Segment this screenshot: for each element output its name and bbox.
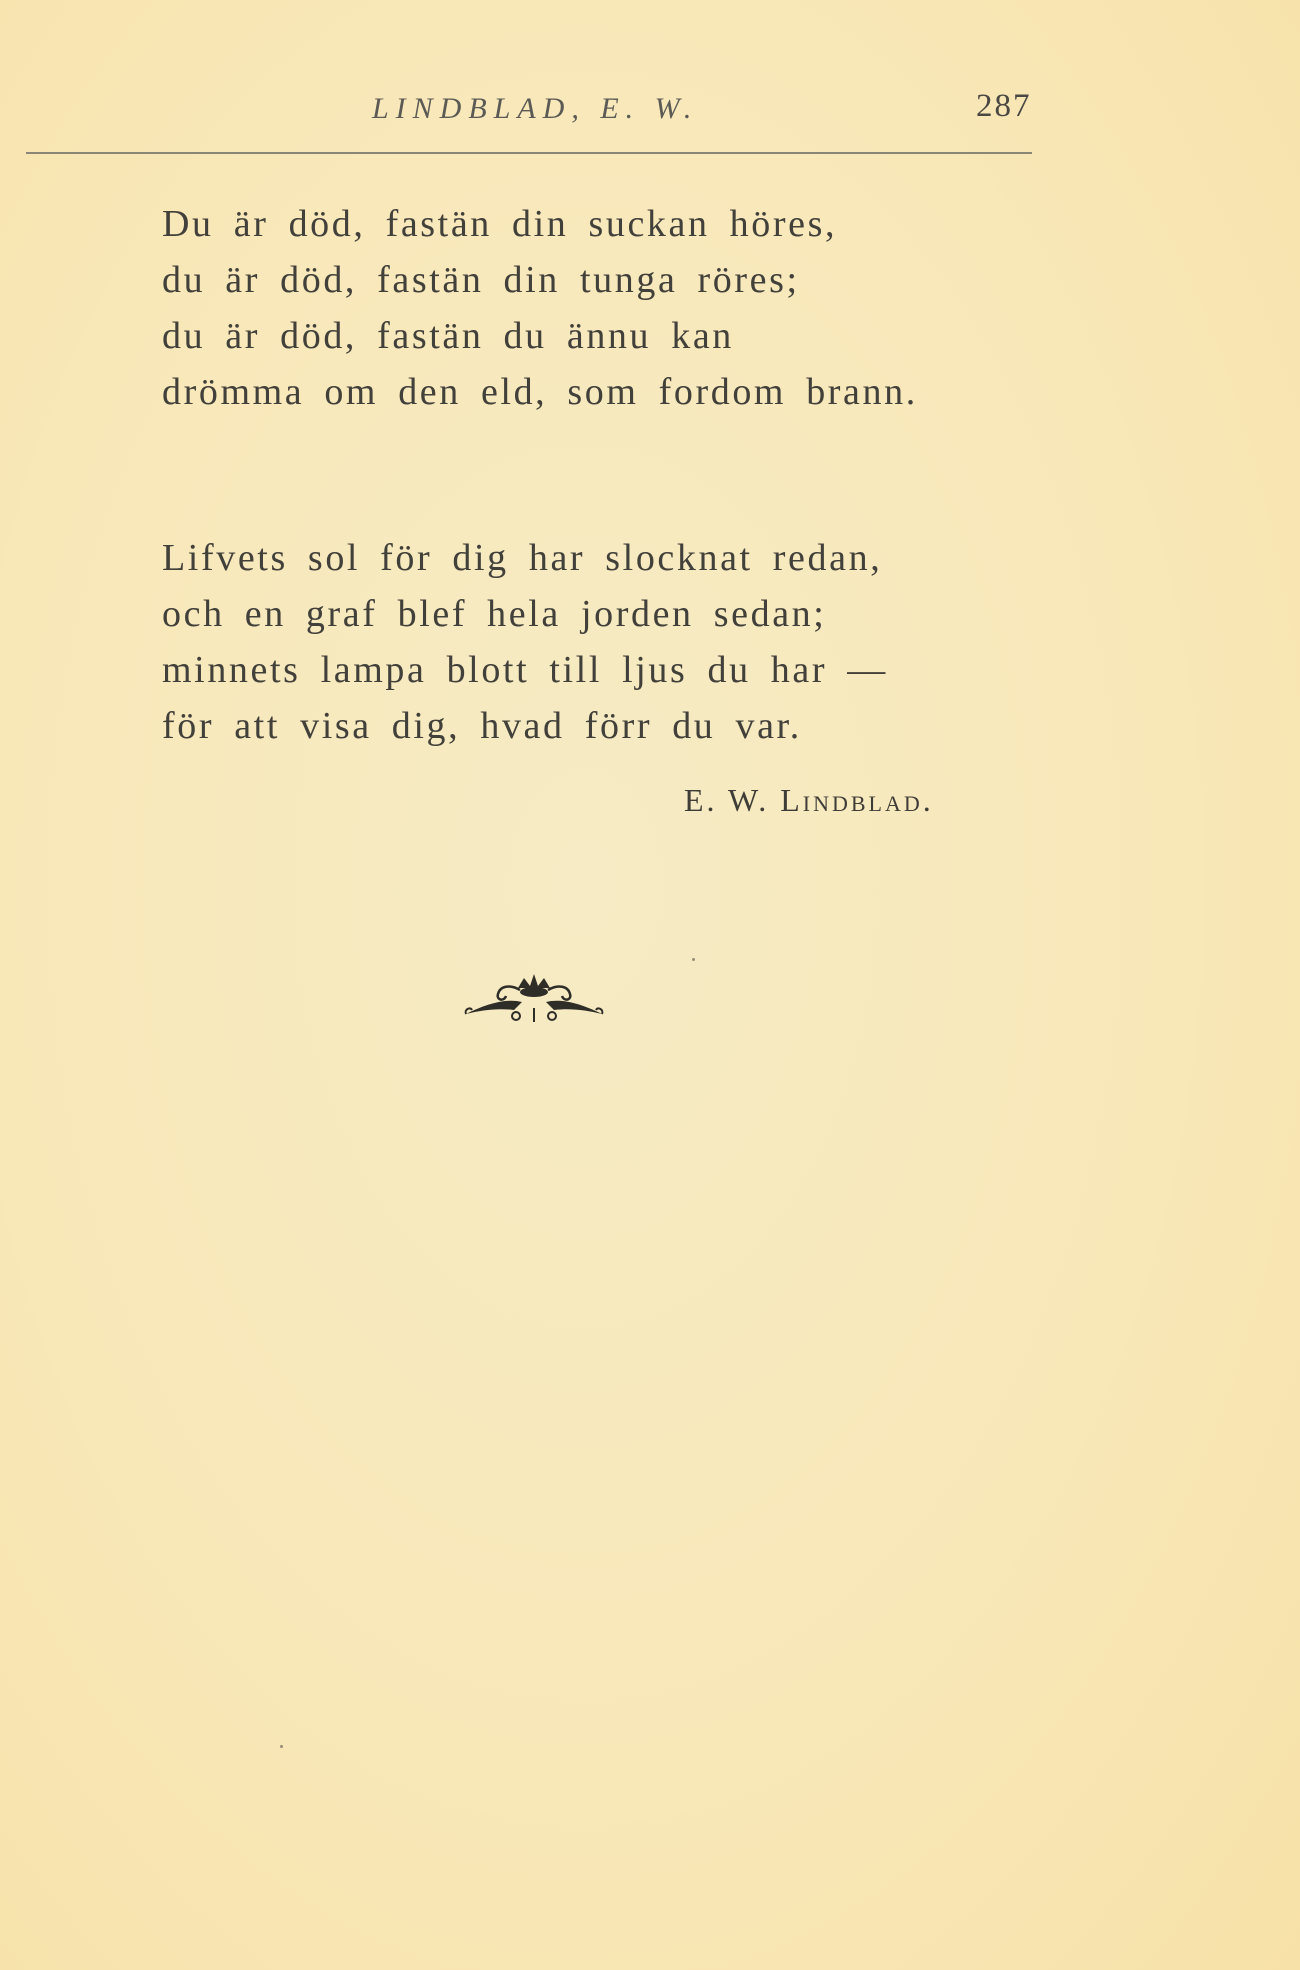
poem-line: drömma om den eld, som fordom brann. (162, 371, 918, 413)
author-signature (684, 782, 934, 819)
stanza-1 (162, 196, 1002, 420)
poem-line: du är död, fastän din tunga röres; (162, 259, 800, 301)
paper-speck (692, 958, 695, 961)
poem-line: Lifvets sol för dig har slocknat redan, (162, 537, 883, 579)
running-title: LINDBLAD, E. W. (372, 92, 699, 125)
stanza-2 (162, 530, 1002, 754)
poem-line: och en graf blef hela jorden sedan; (162, 593, 827, 635)
signature-text: E. W. Lindblad. (684, 782, 934, 818)
header-rule (26, 152, 1032, 154)
tailpiece-ornament-icon (462, 968, 606, 1028)
paper-speck (280, 1745, 283, 1748)
poem-line: för att visa dig, hvad förr du var. (162, 705, 802, 747)
poem-line: minnets lampa blott till ljus du har — (162, 649, 888, 691)
running-head (0, 88, 1300, 132)
poem-line: du är död, fastän du ännu kan (162, 315, 734, 357)
page-number: 287 (976, 88, 1032, 124)
poem-line: Du är död, fastän din suckan höres, (162, 203, 838, 245)
